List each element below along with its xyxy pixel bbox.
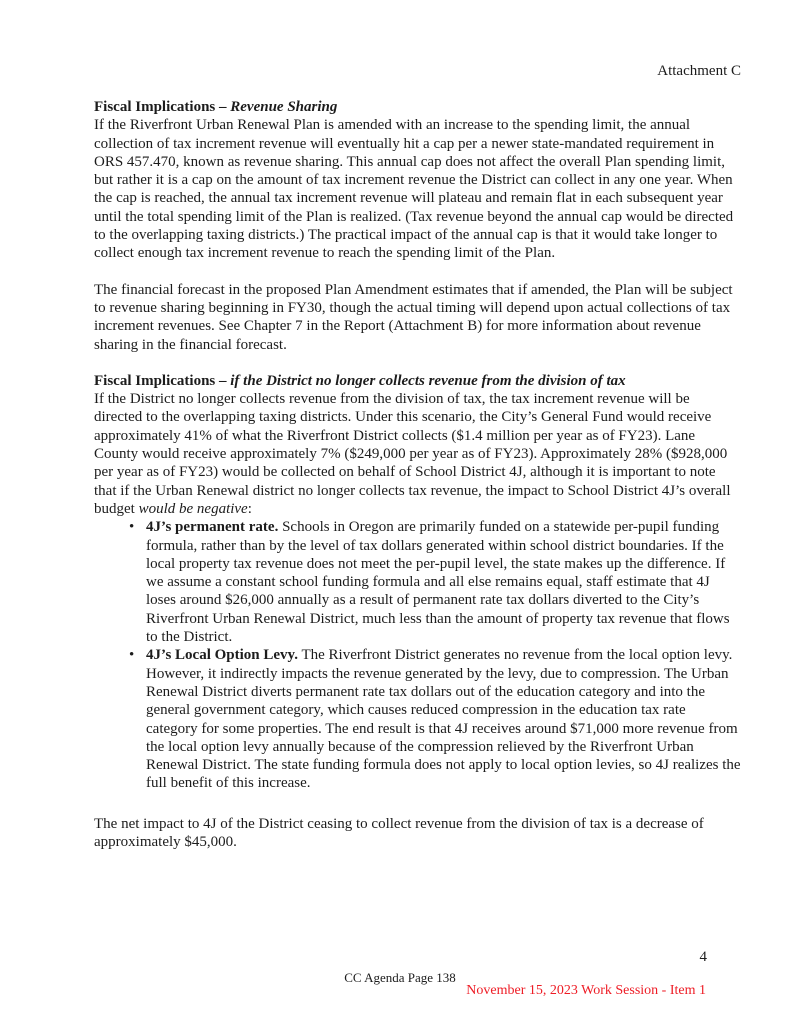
paragraph-division-of-tax bbox=[94, 390, 741, 518]
bullet-icon: • bbox=[129, 519, 135, 536]
bullet-local-option-levy-body: The Riverfront District generates no revenue from the local option levy. However, it indirectly impacts the revenue generated by the levy, due to compression. The Urban Renewal District diverts permanent rate tax dollars out of the education category and into the general government category, which causes reduced compression in the education tax rate category for some properties. The end result is that 4J receives around $71,000 more revenue from the local option levy annually because of the compression relieved by the Riverfront Urban Renewal District. The state funding formula does not apply to local option levies, so 4J realizes the full benefit of this increase. bbox=[146, 647, 741, 792]
bullet-icon: • bbox=[129, 647, 135, 664]
heading-prefix: Fiscal Implications – bbox=[94, 372, 231, 389]
bullet-permanent-rate-body: Schools in Oregon are primarily funded on a statewide per-pupil funding formula, rather than by the level of tax dollars generated within school district boundaries. If the local property tax revenue does not meet the per-pupil level, the state makes up the difference. If we assume a constant school funding formula and all else remains equal, staff estimate that 4J loses around $26,000 annually as a result of permanent rate tax dollars diverted to the City’s Riverfront Urban Renewal District, much less than the amount of property tax revenue that flows to the District. bbox=[146, 519, 730, 646]
heading-emphasis: Revenue Sharing bbox=[230, 99, 338, 115]
bullet-local-option-levy-lead: 4J’s Local Option Levy. bbox=[146, 647, 298, 664]
bullet-list bbox=[94, 518, 741, 792]
heading-prefix: Fiscal Implications – bbox=[94, 99, 231, 115]
bullet-local-option-levy bbox=[129, 646, 741, 792]
section-heading-revenue-sharing bbox=[94, 98, 741, 116]
paragraph-financial-forecast: The financial forecast in the proposed Plan Amendment estimates that if amended, the Plan will be subject to revenue sharing beginning in FY30, though the actual timing will depend upon actual collections of tax increment revenues. See Chapter 7 in the Report (Attachment B) for more information about revenue sharing in the financial forecast. bbox=[94, 281, 733, 353]
footer-work-session-label: November 15, 2023 Work Session - Item 1 bbox=[466, 983, 706, 998]
section-heading-division-of-tax bbox=[94, 372, 741, 390]
footer-agenda-page-label: CC Agenda Page 138 bbox=[344, 970, 456, 985]
paragraph-division-of-tax-text: If the District no longer collects revenue from the division of tax, the tax increment revenue will be directed to the overlapping taxing districts. Under this scenario, the City’s General Fund would receive approximately 41% of what the Riverfront District collects ($1.4 million per year as of FY23). Lane County would receive approximately 7% ($249,000 per year as of FY23). Approximately 28% ($928,000 per year as of FY23) would be collected on behalf of School District 4J, although it is important to note that if the Urban Renewal district no longer collects tax revenue, the impact to School District 4J’s overall budget bbox=[94, 391, 731, 517]
paragraph-revenue-sharing-cap: If the Riverfront Urban Renewal Plan is amended with an increase to the spending limit, the annual collection of tax increment revenue will eventually hit a cap per a newer state-mandated requirement in ORS 457.470, known as revenue sharing. This annual cap does not affect the overall Plan spending limit, but rather it is a cap on the amount of tax increment revenue the District can collect in any one year. When the cap is reached, the annual tax increment revenue will plateau and remain flat in each subsequent year until the total spending limit of the Plan is realized. (Tax revenue beyond the annual cap would be directed to the overlapping taxing districts.) The practical impact of the annual cap is that it would take longer to collect enough tax increment revenue to reach the spending limit of the Plan. bbox=[94, 117, 734, 262]
attachment-label: Attachment C bbox=[657, 63, 741, 79]
paragraph-division-of-tax-colon: : bbox=[247, 500, 252, 517]
heading-emphasis: if the District no longer collects revenue from the division of tax bbox=[230, 372, 626, 389]
bullet-permanent-rate bbox=[129, 518, 741, 646]
bullet-permanent-rate-lead: 4J’s permanent rate. bbox=[146, 519, 279, 536]
paragraph-net-impact: The net impact to 4J of the District ceasing to collect revenue from the division of tax is a decrease of approximately $45,000. bbox=[94, 815, 704, 850]
document-body bbox=[94, 98, 741, 851]
paragraph-division-of-tax-italic: would be negative bbox=[138, 500, 248, 517]
page-number: 4 bbox=[699, 949, 707, 965]
